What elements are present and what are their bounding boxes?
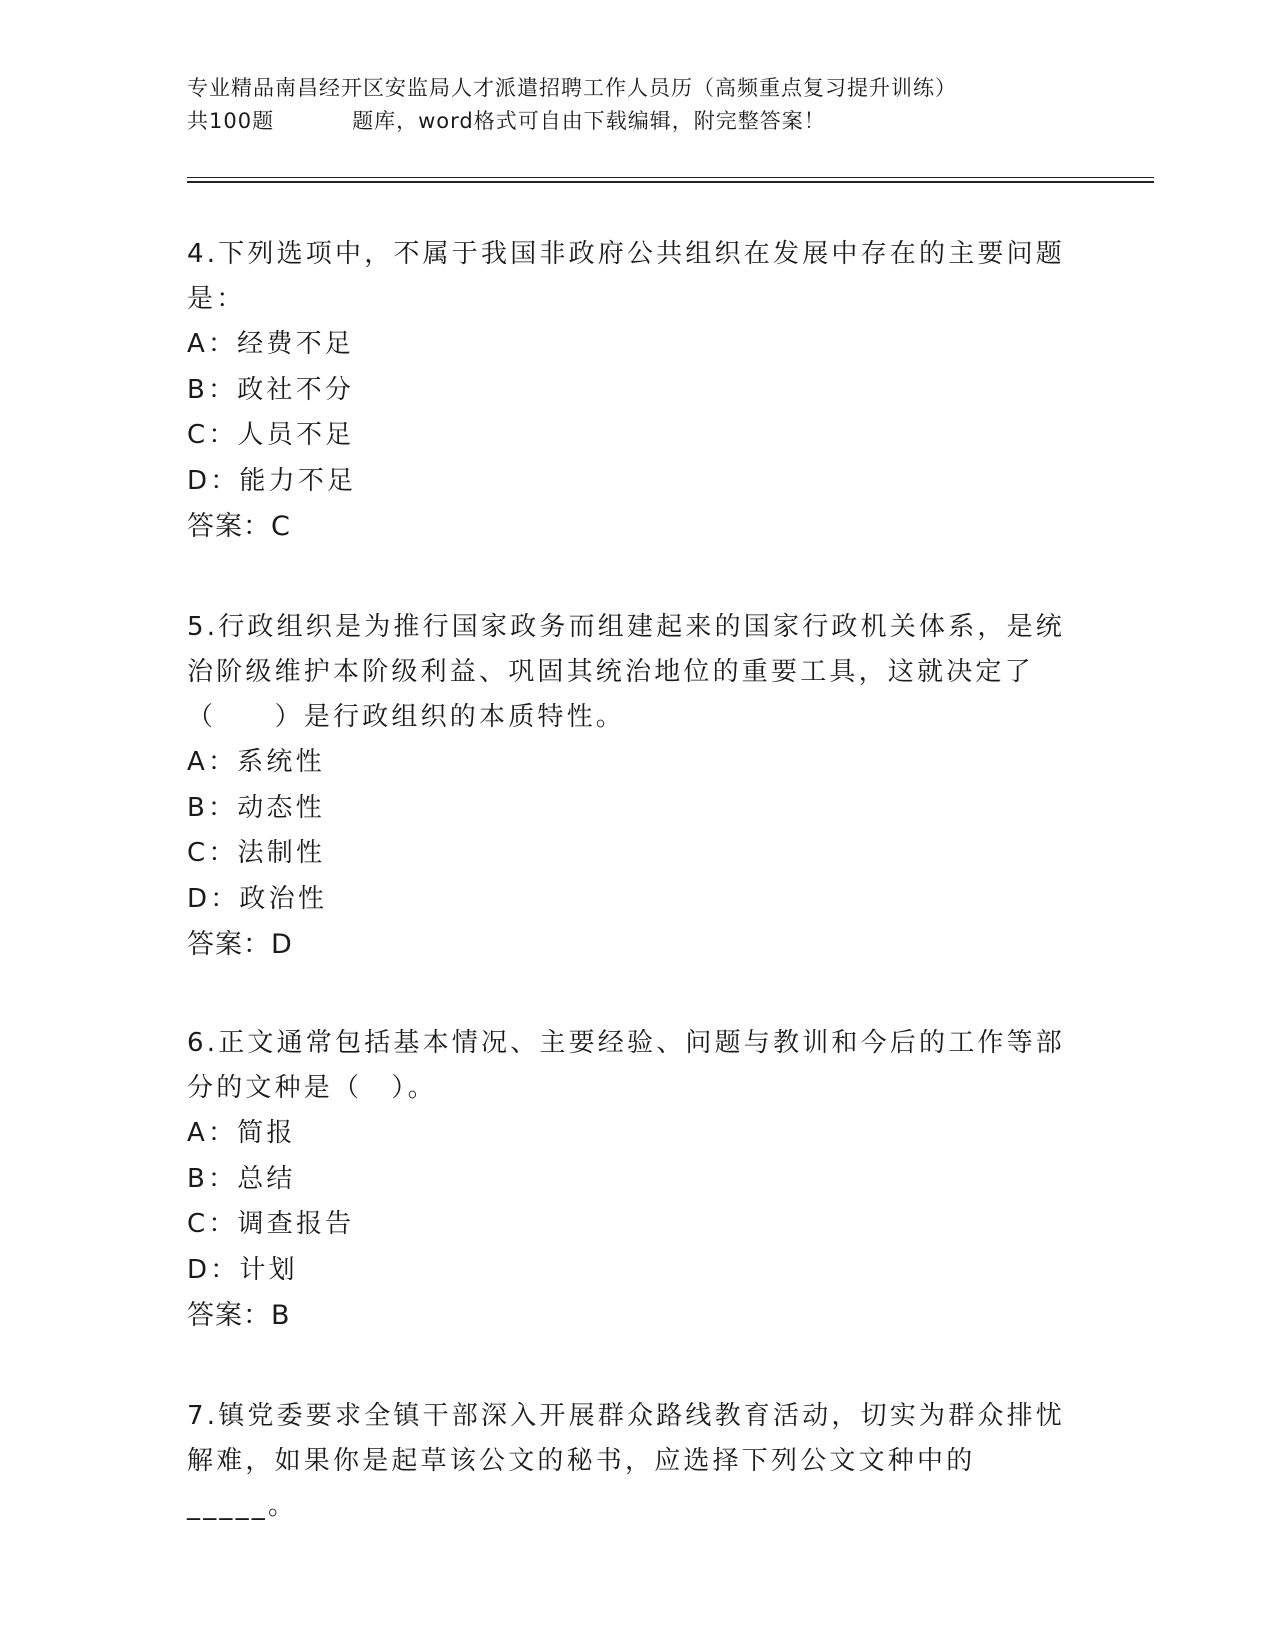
option-b: B：总结 <box>187 1163 296 1194</box>
header-subtitle-line <box>187 105 1087 138</box>
question-item <box>187 1394 1067 1529</box>
question-item <box>187 605 1067 967</box>
header-title-line: 专业精品南昌经开区安监局人才派遣招聘工作人员历（高频重点复习提升训练） <box>187 76 957 100</box>
option-a: A：经费不足 <box>187 329 354 359</box>
answer-line: 答案：B <box>187 1300 291 1331</box>
question-spacer <box>187 967 1067 1021</box>
question-text: 6.正文通常包括基本情况、主要经验、问题与教训和今后的工作等部分的文种是（ ）。 <box>187 1028 1066 1103</box>
option-a: A：简报 <box>187 1118 296 1148</box>
question-list <box>187 232 1067 1529</box>
answer-line: 答案：C <box>187 511 291 542</box>
option-c: C：人员不足 <box>187 420 355 450</box>
option-a: A：系统性 <box>187 747 325 777</box>
option-d: D：计划 <box>187 1254 298 1285</box>
header-description: 题库，word格式可自由下载编辑，附完整答案！ <box>352 109 826 133</box>
question-spacer <box>187 549 1067 605</box>
header-divider-thick <box>187 181 1154 183</box>
option-d: D：政治性 <box>187 883 328 914</box>
option-c: C：法制性 <box>187 838 326 868</box>
option-b: B：动态性 <box>187 792 325 823</box>
question-item <box>187 232 1067 549</box>
document-header <box>187 72 1087 138</box>
option-b: B：政社不分 <box>187 374 355 405</box>
question-text: 7.镇党委要求全镇干部深入开展群众路线教育活动，切实为群众排忧解难，如果你是起草该公文的秘书，应选择下列公文文种中的_____。 <box>187 1401 1066 1521</box>
option-d: D：能力不足 <box>187 465 357 496</box>
question-count: 共100题 <box>187 109 275 133</box>
option-c: C：调查报告 <box>187 1209 355 1239</box>
question-item <box>187 1021 1067 1338</box>
answer-line: 答案：D <box>187 929 293 960</box>
question-text: 4.下列选项中，不属于我国非政府公共组织在发展中存在的主要问题是： <box>187 239 1066 314</box>
question-spacer <box>187 1338 1067 1394</box>
header-divider-thin <box>187 177 1154 178</box>
question-text: 5.行政组织是为推行国家政务而组建起来的国家行政机关体系，是统治阶级维护本阶级利益、巩固其统治地位的重要工具，这就决定了（ ）是行政组织的本质特性。 <box>187 612 1066 732</box>
